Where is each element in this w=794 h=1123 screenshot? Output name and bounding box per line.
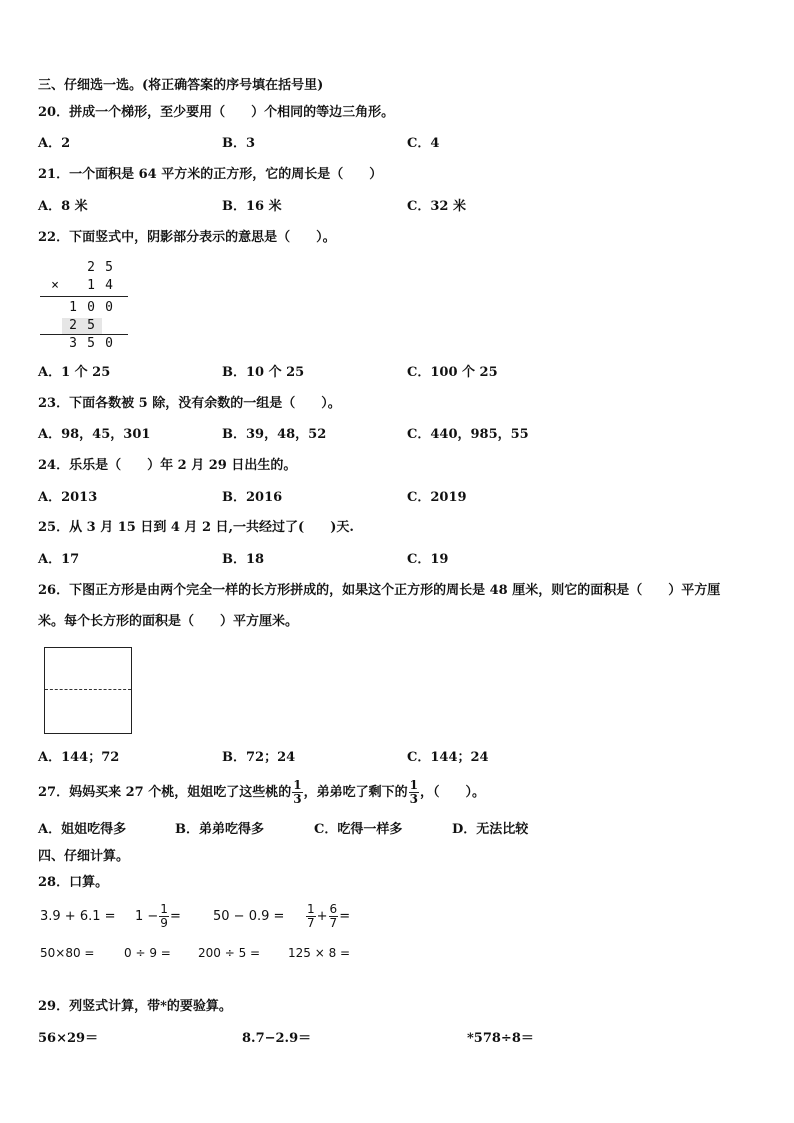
q25-option-c: C．19 bbox=[407, 552, 449, 567]
vm-row-1: 2 5 bbox=[87, 260, 113, 275]
q22-stem: 22．下面竖式中，阴影部分表示的意思是（ ）。 bbox=[38, 230, 336, 245]
q20-option-c: C．4 bbox=[407, 136, 440, 151]
q21-option-a: A．8 米 bbox=[38, 199, 88, 214]
q27-stem-pre: 27．妈妈买来 27 个桃，姐姐吃了这些桃的 bbox=[38, 785, 292, 800]
q22-option-c: C．100 个 25 bbox=[407, 365, 498, 380]
q21-stem: 21．一个面积是 64 平方米的正方形，它的周长是（ ） bbox=[38, 167, 383, 182]
vm-row-3: 1 0 0 bbox=[69, 300, 113, 315]
q25-option-b: B．18 bbox=[222, 552, 265, 567]
q24-option-b: B．2016 bbox=[222, 490, 283, 505]
vm-row-2: × 1 4 bbox=[51, 278, 113, 293]
q28-expr-5: 50×80 = bbox=[40, 946, 95, 960]
q29-stem: 29．列竖式计算，带*的要验算。 bbox=[38, 999, 232, 1014]
vm-row-4: 2 5 bbox=[69, 318, 95, 333]
q26-option-c: C．144；24 bbox=[407, 750, 489, 765]
q28-expr-2: 1 − $\frac{1}{9}$ = bbox=[135, 902, 181, 930]
q28-expr-3: 50 − 0.9 = bbox=[213, 909, 285, 924]
q23-option-a: A．98，45，301 bbox=[38, 427, 151, 442]
q23-option-b: B．39，48，52 bbox=[222, 427, 327, 442]
q28-stem: 28．口算。 bbox=[38, 875, 109, 890]
q28-expr-7: 200 ÷ 5 = bbox=[198, 946, 261, 960]
vm-rule-1 bbox=[40, 296, 128, 297]
q21-option-c: C．32 米 bbox=[407, 199, 466, 214]
section3-title: 三、仔细选一选。(将正确答案的序号填在括号里) bbox=[38, 78, 324, 93]
vm-row-5: 3 5 0 bbox=[69, 336, 113, 351]
q27-stem-mid: ，弟弟吃了剩下的 bbox=[303, 785, 408, 800]
q27-option-c: C．吃得一样多 bbox=[314, 822, 403, 837]
q26-stem-line-2: 米。每个长方形的面积是（ ）平方厘米。 bbox=[38, 614, 299, 629]
q23-option-c: C．440，985，55 bbox=[407, 427, 529, 442]
q26-option-b: B．72；24 bbox=[222, 750, 296, 765]
q25-stem: 25．从 3 月 15 日到 4 月 2 日,一共经过了( )天. bbox=[38, 520, 354, 535]
section4-title: 四、仔细计算。 bbox=[38, 849, 130, 864]
q28-expr-6: 0 ÷ 9 = bbox=[124, 946, 171, 960]
q27-option-a: A．姐姐吃得多 bbox=[38, 822, 127, 837]
q20-stem: 20．拼成一个梯形，至少要用（ ）个相同的等边三角形。 bbox=[38, 105, 395, 120]
fraction-one-third-2: $\frac{1}{3}$ bbox=[409, 778, 418, 806]
q20-option-b: B．3 bbox=[222, 136, 256, 151]
fraction-one-third: $\frac{1}{3}$ bbox=[293, 778, 302, 806]
q26-option-a: A．144；72 bbox=[38, 750, 120, 765]
q29-expr-2: 8.7−2.9＝ bbox=[242, 1031, 312, 1046]
square-divider-dashed bbox=[45, 689, 131, 690]
q27-stem-post: ，（ ）。 bbox=[419, 785, 485, 800]
q27-option-b: B．弟弟吃得多 bbox=[175, 822, 264, 837]
q28-expr-4: $\frac{1}{7}$ + $\frac{6}{7}$ = bbox=[307, 902, 351, 930]
q27-stem bbox=[38, 776, 485, 810]
q29-expr-1: 56×29＝ bbox=[38, 1031, 99, 1046]
q24-stem: 24．乐乐是（ ）年 2 月 29 日出生的。 bbox=[38, 458, 297, 473]
vm-rule-2 bbox=[40, 334, 128, 335]
q28-expr-8: 125 × 8 = bbox=[288, 946, 351, 960]
q22-option-a: A．1 个 25 bbox=[38, 365, 111, 380]
q27-option-d: D．无法比较 bbox=[452, 822, 529, 837]
square-figure bbox=[44, 647, 132, 734]
q21-option-b: B．16 米 bbox=[222, 199, 282, 214]
q23-stem: 23．下面各数被 5 除，没有余数的一组是（ ）。 bbox=[38, 396, 341, 411]
q24-option-c: C．2019 bbox=[407, 490, 467, 505]
q29-expr-3: *578÷8＝ bbox=[467, 1031, 534, 1046]
q28-expr-1: 3.9 + 6.1 = bbox=[40, 909, 116, 924]
q24-option-a: A．2013 bbox=[38, 490, 98, 505]
q25-option-a: A．17 bbox=[38, 552, 80, 567]
q22-option-b: B．10 个 25 bbox=[222, 365, 305, 380]
q20-option-a: A．2 bbox=[38, 136, 71, 151]
q26-stem-line-1: 26．下图正方形是由两个完全一样的长方形拼成的，如果这个正方形的周长是 48 厘米，则它的面积是（ ）平方厘 bbox=[38, 583, 721, 598]
